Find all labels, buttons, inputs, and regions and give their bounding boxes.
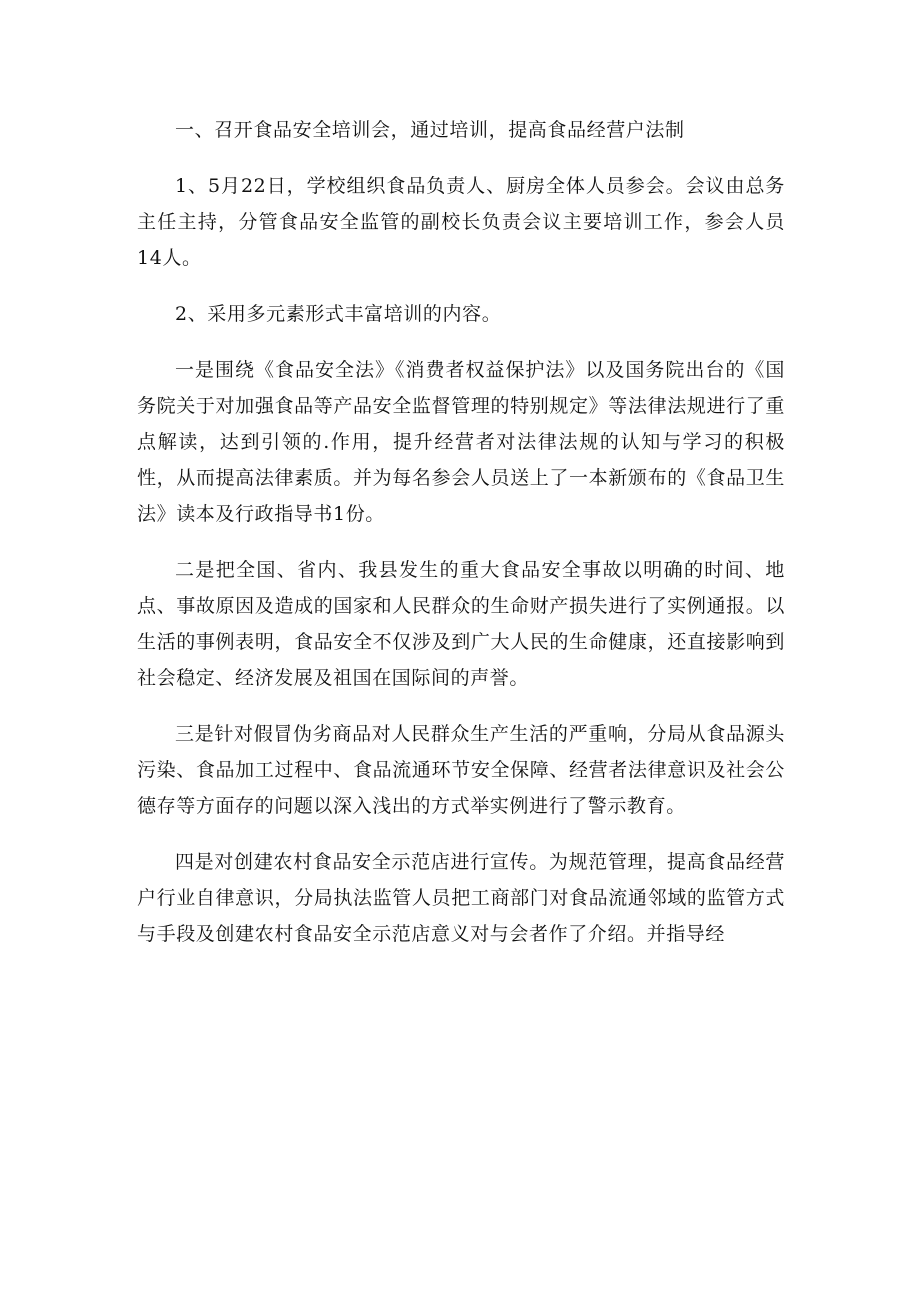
paragraph-point-four: 四是对创建农村食品安全示范店进行宣传。为规范管理，提高食品经营户行业自律意识，分局执法监管人员把工商部门对食品流通邻域的监管方式与手段及创建农村食品安全示范店意义对与会者作了介绍。并指导经 (137, 851, 785, 945)
section-heading: 一、召开食品安全培训会，通过培训，提高食品经营户法制 (175, 119, 685, 141)
paragraph-meeting-info: 1、5月22日，学校组织食品负责人、厨房全体人员参会。会议由总务主任主持，分管食品安全监管的副校长负责会议主要培训工作，参会人员14人。 (137, 175, 785, 269)
paragraph-point-three: 三是针对假冒伪劣商品对人民群众生产生活的严重响，分局从食品源头污染、食品加工过程中、食品流通环节安全保障、经营者法律意识及社会公德存等方面存的问题以深入浅出的方式举实例进行了警示教育。 (137, 723, 785, 817)
paragraph-point-one: 一是围绕《食品安全法》《消费者权益保护法》以及国务院出台的《国务院关于对加强食品等产品安全监督管理的特别规定》等法律法规进行了重点解读，达到引领的.作用，提升经营者对法律法规的认知与学习的积极性，从而提高法律素质。并为每名参会人员送上了一本新颁布的《食品卫生法》读本及行政指导书1份。 (137, 359, 785, 525)
paragraph-training-content: 2、采用多元素形式丰富培训的内容。 (175, 303, 502, 325)
paragraph-point-two: 二是把全国、省内、我县发生的重大食品安全事故以明确的时间、地点、事故原因及造成的国家和人民群众的生命财产损失进行了实例通报。以生活的事例表明，食品安全不仅涉及到广大人民的生命健康，还直接影响到社会稳定、经济发展及祖国在国际间的声誉。 (137, 559, 785, 689)
